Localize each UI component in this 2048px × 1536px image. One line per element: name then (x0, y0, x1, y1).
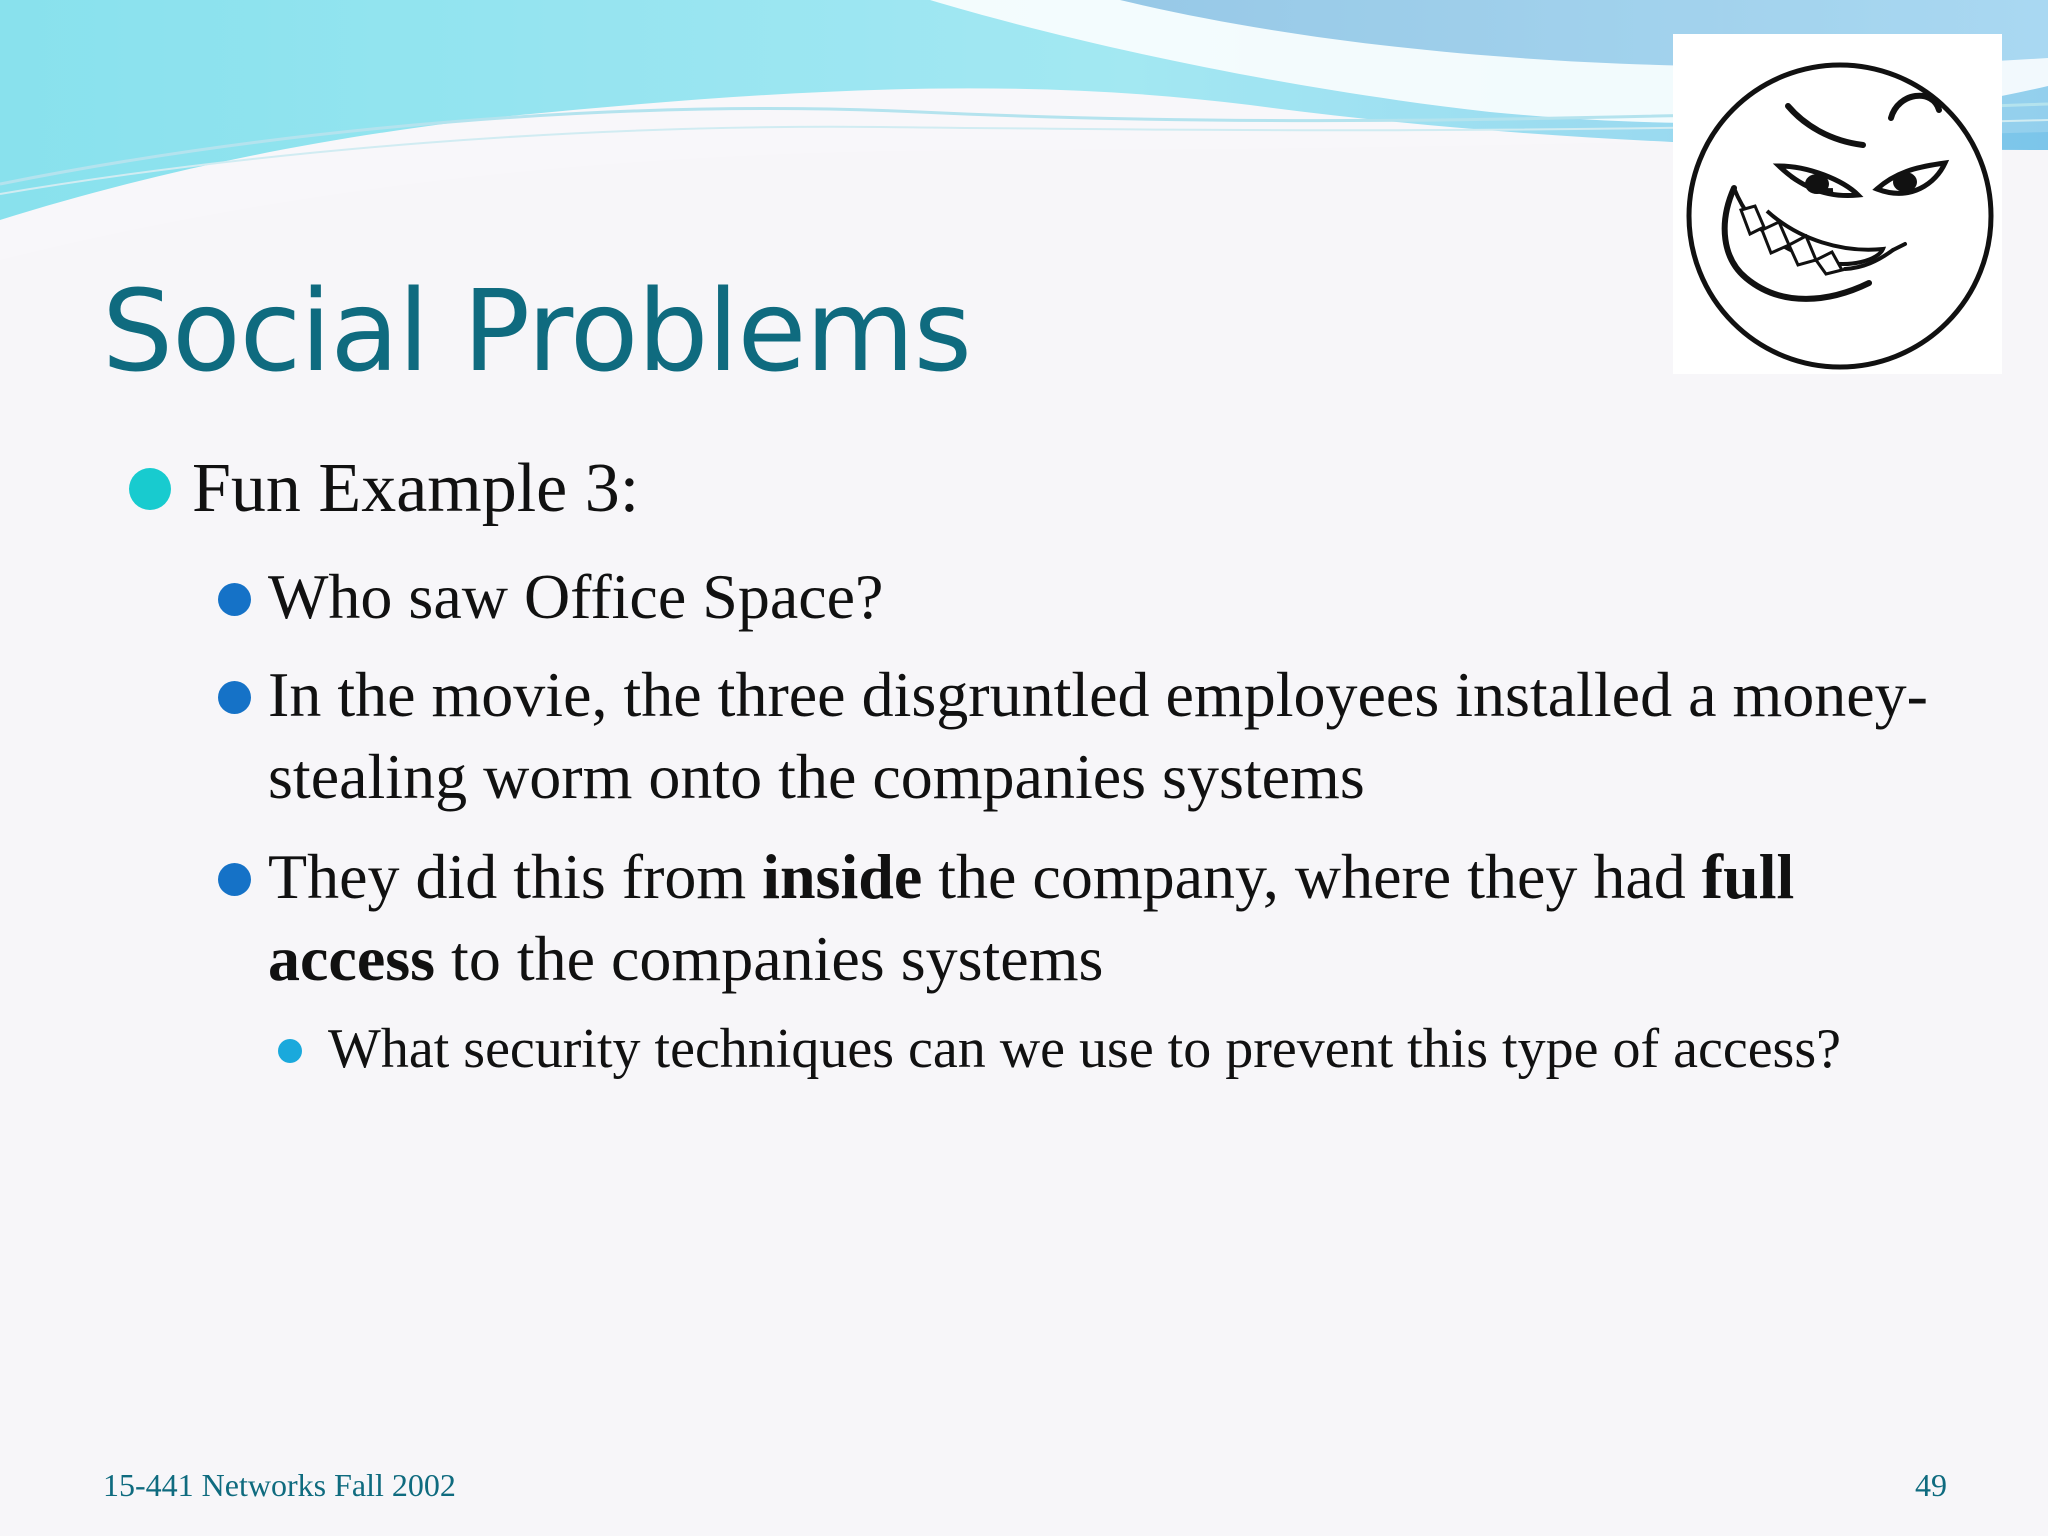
bullet-text-middle: the company, where they had (922, 841, 1702, 912)
bullet-inside-access (268, 836, 1968, 1000)
footer-course-label: 15-441 Networks Fall 2002 (103, 1467, 456, 1503)
bullet-security-techniques-question (328, 1014, 1908, 1084)
level-3-bullet-icon (278, 1039, 302, 1063)
level-2-bullet-icon (218, 681, 251, 714)
bullet-text: What security techniques can we use to prevent this type of access? (328, 1018, 1841, 1080)
bullet-text-prefix: They did this from (268, 841, 763, 912)
bullet-text: Fun Example 3: (192, 450, 640, 527)
level-1-bullet-icon (129, 468, 171, 510)
bullet-text: In the movie, the three disgruntled employees installed a money-stealing worm onto the companies systems (268, 659, 1928, 812)
slide-page-number: 49 (1915, 1467, 1947, 1503)
level-2-bullet-icon (218, 863, 251, 896)
bullet-movie-worm (268, 654, 1968, 818)
bullet-emphasis-inside: inside (762, 841, 923, 912)
bullet-text-suffix: to the companies systems (435, 923, 1104, 994)
bullet-emphasis-full-access: full access (268, 841, 1795, 994)
level-2-bullet-icon (218, 583, 251, 616)
bullet-office-space-question (268, 556, 1968, 638)
bullet-text: Who saw Office Space? (268, 561, 884, 632)
bullet-fun-example (192, 448, 639, 530)
slide-title: Social Problems (102, 267, 971, 397)
